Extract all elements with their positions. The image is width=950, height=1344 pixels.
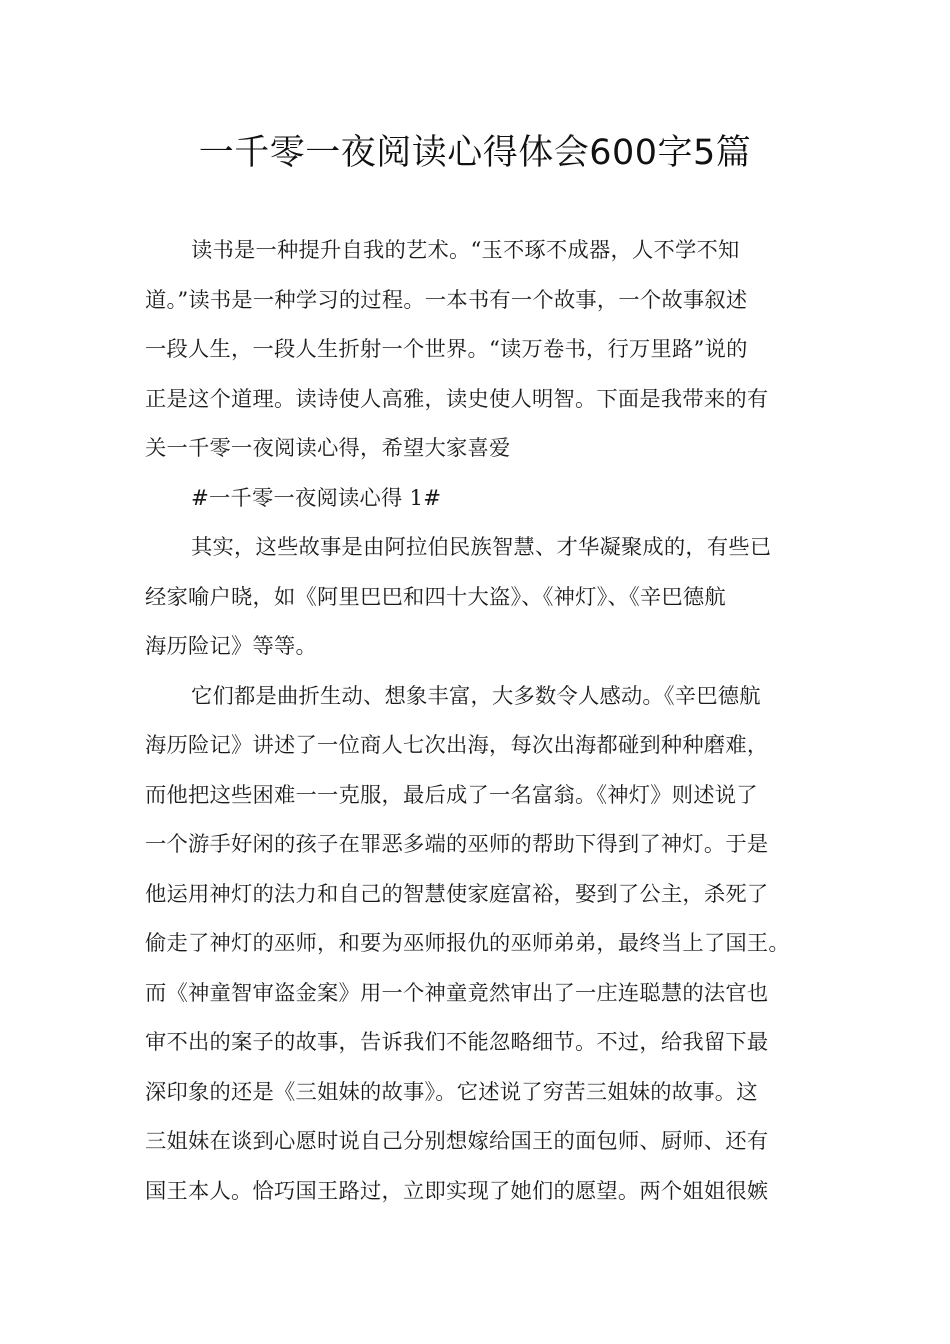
document-body — [145, 226, 815, 1216]
paragraph-line: 它们都是曲折生动、想象丰富，大多数令人感动。《辛巴德航 — [191, 683, 761, 709]
paragraph-line: 三姐妹在谈到心愿时说自己分别想嫁给国王的面包师、厨师、还有 — [145, 1129, 769, 1154]
paragraph-line: 而他把这些困难一一克服，最后成了一名富翁。《神灯》则述说了 — [145, 782, 758, 808]
paragraph-line: 一个游手好闲的孩子在罪恶多端的巫师的帮助下得到了神灯。于是 — [145, 832, 769, 857]
paragraph-line: 审不出的案子的故事，告诉我们不能忽略细节。不过，给我留下最 — [145, 1030, 769, 1055]
paragraph-line: 深印象的还是《三姐妹的故事》。它述说了穷苦三姐妹的故事。这 — [145, 1079, 758, 1105]
paragraph-line: 海历险记》等等。 — [145, 634, 317, 659]
paragraph-line: 海历险记》讲述了一位商人七次出海，每次出海都碰到种种磨难， — [145, 733, 769, 758]
paragraph-line: 偷走了神灯的巫师，和要为巫师报仇的巫师弟弟，最终当上了国王。 — [145, 931, 790, 956]
paragraph-line: 而《神童智审盗金案》用一个神童竟然审出了一庄连聪慧的法官也 — [145, 980, 769, 1006]
paragraph-line: 正是这个道理。读诗使人高雅，读史使人明智。下面是我带来的有 — [145, 386, 769, 412]
section-heading: #一千零一夜阅读心得 1# — [191, 485, 442, 511]
document-title: 一千零一夜阅读心得体会600字5篇 — [198, 133, 752, 173]
paragraph-line: 关一千零一夜阅读心得，希望大家喜爱 — [145, 436, 511, 461]
paragraph-line: 国王本人。恰巧国王路过，立即实现了她们的愿望。两个姐姐很嫉 — [145, 1178, 769, 1204]
paragraph-line: 道。”读书是一种学习的过程。一本书有一个故事，一个故事叙述 — [145, 287, 748, 313]
paragraph-line: 经家喻户晓，如《阿里巴巴和四十大盗》、《神灯》、《辛巴德航 — [145, 584, 726, 610]
paragraph-line: 一段人生，一段人生折射一个世界。“读万卷书，行万里路”说的 — [145, 337, 748, 362]
paragraph-line: 他运用神灯的法力和自己的智慧使家庭富裕，娶到了公主，杀死了 — [145, 881, 769, 907]
paragraph-line: 读书是一种提升自我的艺术。“玉不琢不成器，人不学不知 — [191, 238, 740, 263]
paragraph-line: 其实，这些故事是由阿拉伯民族智慧、才华凝聚成的，有些已 — [191, 535, 772, 560]
